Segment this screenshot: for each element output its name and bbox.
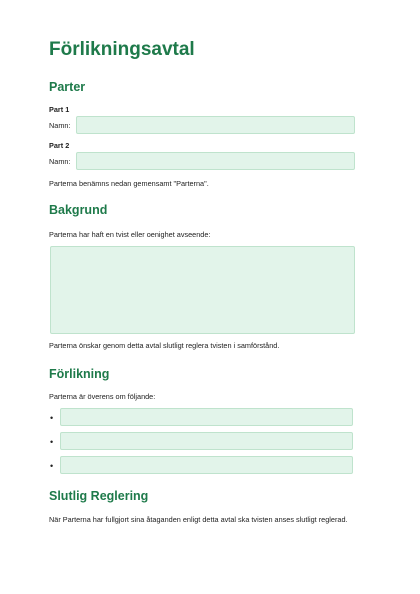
settlement-intro-text: Parterna är överens om följande: xyxy=(49,392,156,401)
bullet-marker: • xyxy=(50,413,54,423)
background-outro-text: Parterna önskar genom detta avtal slutligt reglera tvisten i samförstånd. xyxy=(49,341,280,350)
document-title: Förlikningsavtal xyxy=(49,39,195,60)
section-heading-parter: Parter xyxy=(49,80,86,94)
final-settlement-text: När Parterna har fullgjort sina åtaganden enligt detta avtal ska tvisten anses slutligt reglerad. xyxy=(49,515,348,524)
background-intro-text: Parterna har haft en tvist eller oenighet avseende: xyxy=(49,230,211,239)
part1-name-label: Namn: xyxy=(49,121,71,130)
section-heading-slutlig-reglering: Slutlig Reglering xyxy=(49,489,149,503)
settlement-item-field-2[interactable] xyxy=(60,432,353,450)
section-heading-forlikning: Förlikning xyxy=(49,367,110,381)
part2-name-field[interactable] xyxy=(76,152,355,170)
background-details-field[interactable] xyxy=(50,246,355,334)
settlement-item-field-3[interactable] xyxy=(60,456,353,474)
part2-label: Part 2 xyxy=(49,141,70,150)
settlement-item-field-1[interactable] xyxy=(60,408,353,426)
truncated-text-line xyxy=(49,530,359,536)
section-heading-bakgrund: Bakgrund xyxy=(49,203,108,217)
part2-name-label: Namn: xyxy=(49,157,71,166)
part1-name-field[interactable] xyxy=(76,116,355,134)
bullet-marker: • xyxy=(50,461,54,471)
bullet-marker: • xyxy=(50,437,54,447)
part1-label: Part 1 xyxy=(49,105,70,114)
parties-definition-text: Parterna benämns nedan gemensamt "Parterna". xyxy=(49,179,209,188)
